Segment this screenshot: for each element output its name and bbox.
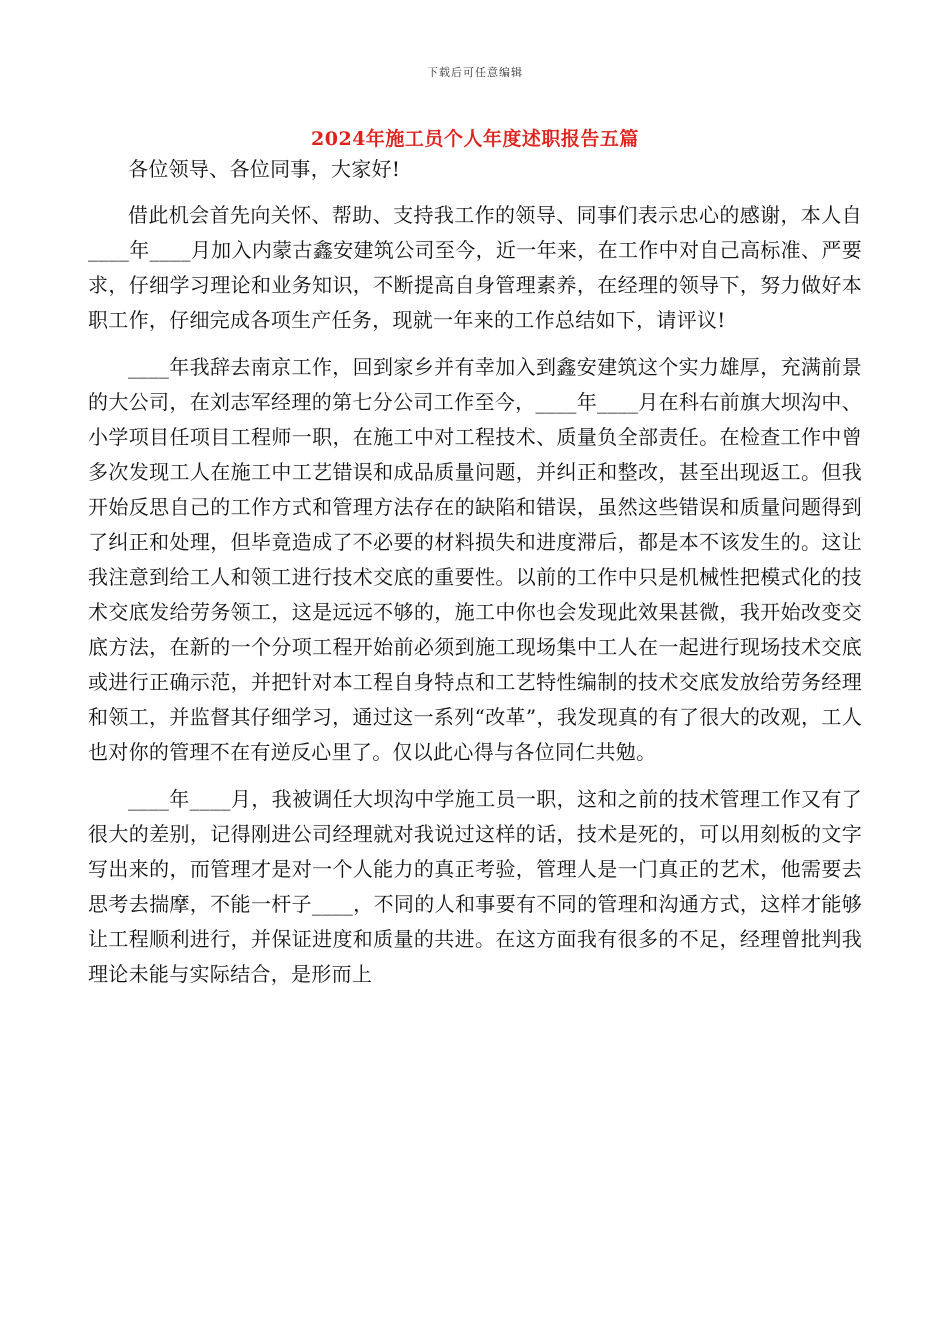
header-note: 下载后可任意编辑 <box>427 66 523 79</box>
body-paragraph: ____年我辞去南京工作，回到家乡并有幸加入到鑫安建筑这个实力雄厚，充满前景的大公司，在刘志军经理的第七分公司工作至今，____年____月在科右前旗大坝沟中、小学项目任项目工程师一职，在施工中对工程技术、质量负全部责任。在检查工作中曾多次发现工人在施工中工艺错误和成品质量问题，并纠正和整改，甚至出现返工。但我开始反思自己的工作方式和管理方法存在的缺陷和错误，虽然这些错误和质量问题得到了纠正和处理，但毕竟造成了不必要的材料损失和进度滞后，都是本不该发生的。这让我注意到给工人和领工进行技术交底的重要性。以前的工作中只是机械性把模式化的技术交底发给劳务领工，这是远远不够的，施工中你也会发现此效果甚微，我开始改变交底方法，在新的一个分项工程开始前必须到施工现场集中工人在一起进行现场技术交底或进行正确示范，并把针对本工程自身特点和工艺特性编制的技术交底发放给劳务经理和领工，并监督其仔细学习，通过这一系列“改革”，我发现真的有了很大的改观，工人也对你的管理不在有逆反心里了。仅以此心得与各位同仁共勉。 <box>88 355 862 764</box>
document-title: 2024年施工员个人年度述职报告五篇 <box>311 128 639 150</box>
body-paragraph: 借此机会首先向关怀、帮助、支持我工作的领导、同事们表示忠心的感谢，本人自____年____月加入内蒙古鑫安建筑公司至今，近一年来，在工作中对自己高标准、严要求，仔细学习理论和业务知识，不断提高自身管理素养，在经理的领导下，努力做好本职工作，仔细完成各项生产任务，现就一年来的工作总结如下，请评议! <box>88 203 862 332</box>
document-body <box>88 152 862 992</box>
body-paragraph: ____年____月，我被调任大坝沟中学施工员一职，这和之前的技术管理工作又有了很大的差别，记得刚进公司经理就对我说过这样的话，技术是死的，可以用刻板的文字写出来的，而管理才是对一个人能力的真正考验，管理人是一门真正的艺术，他需要去思考去揣摩，不能一杆子____，不同的人和事要有不同的管理和沟通方式，这样才能够让工程顺利进行，并保证进度和质量的共进。在这方面我有很多的不足，经理曾批判我理论未能与实际结合，是形而上 <box>88 787 862 986</box>
salutation-paragraph: 各位领导、各位同事，大家好! <box>128 157 401 181</box>
